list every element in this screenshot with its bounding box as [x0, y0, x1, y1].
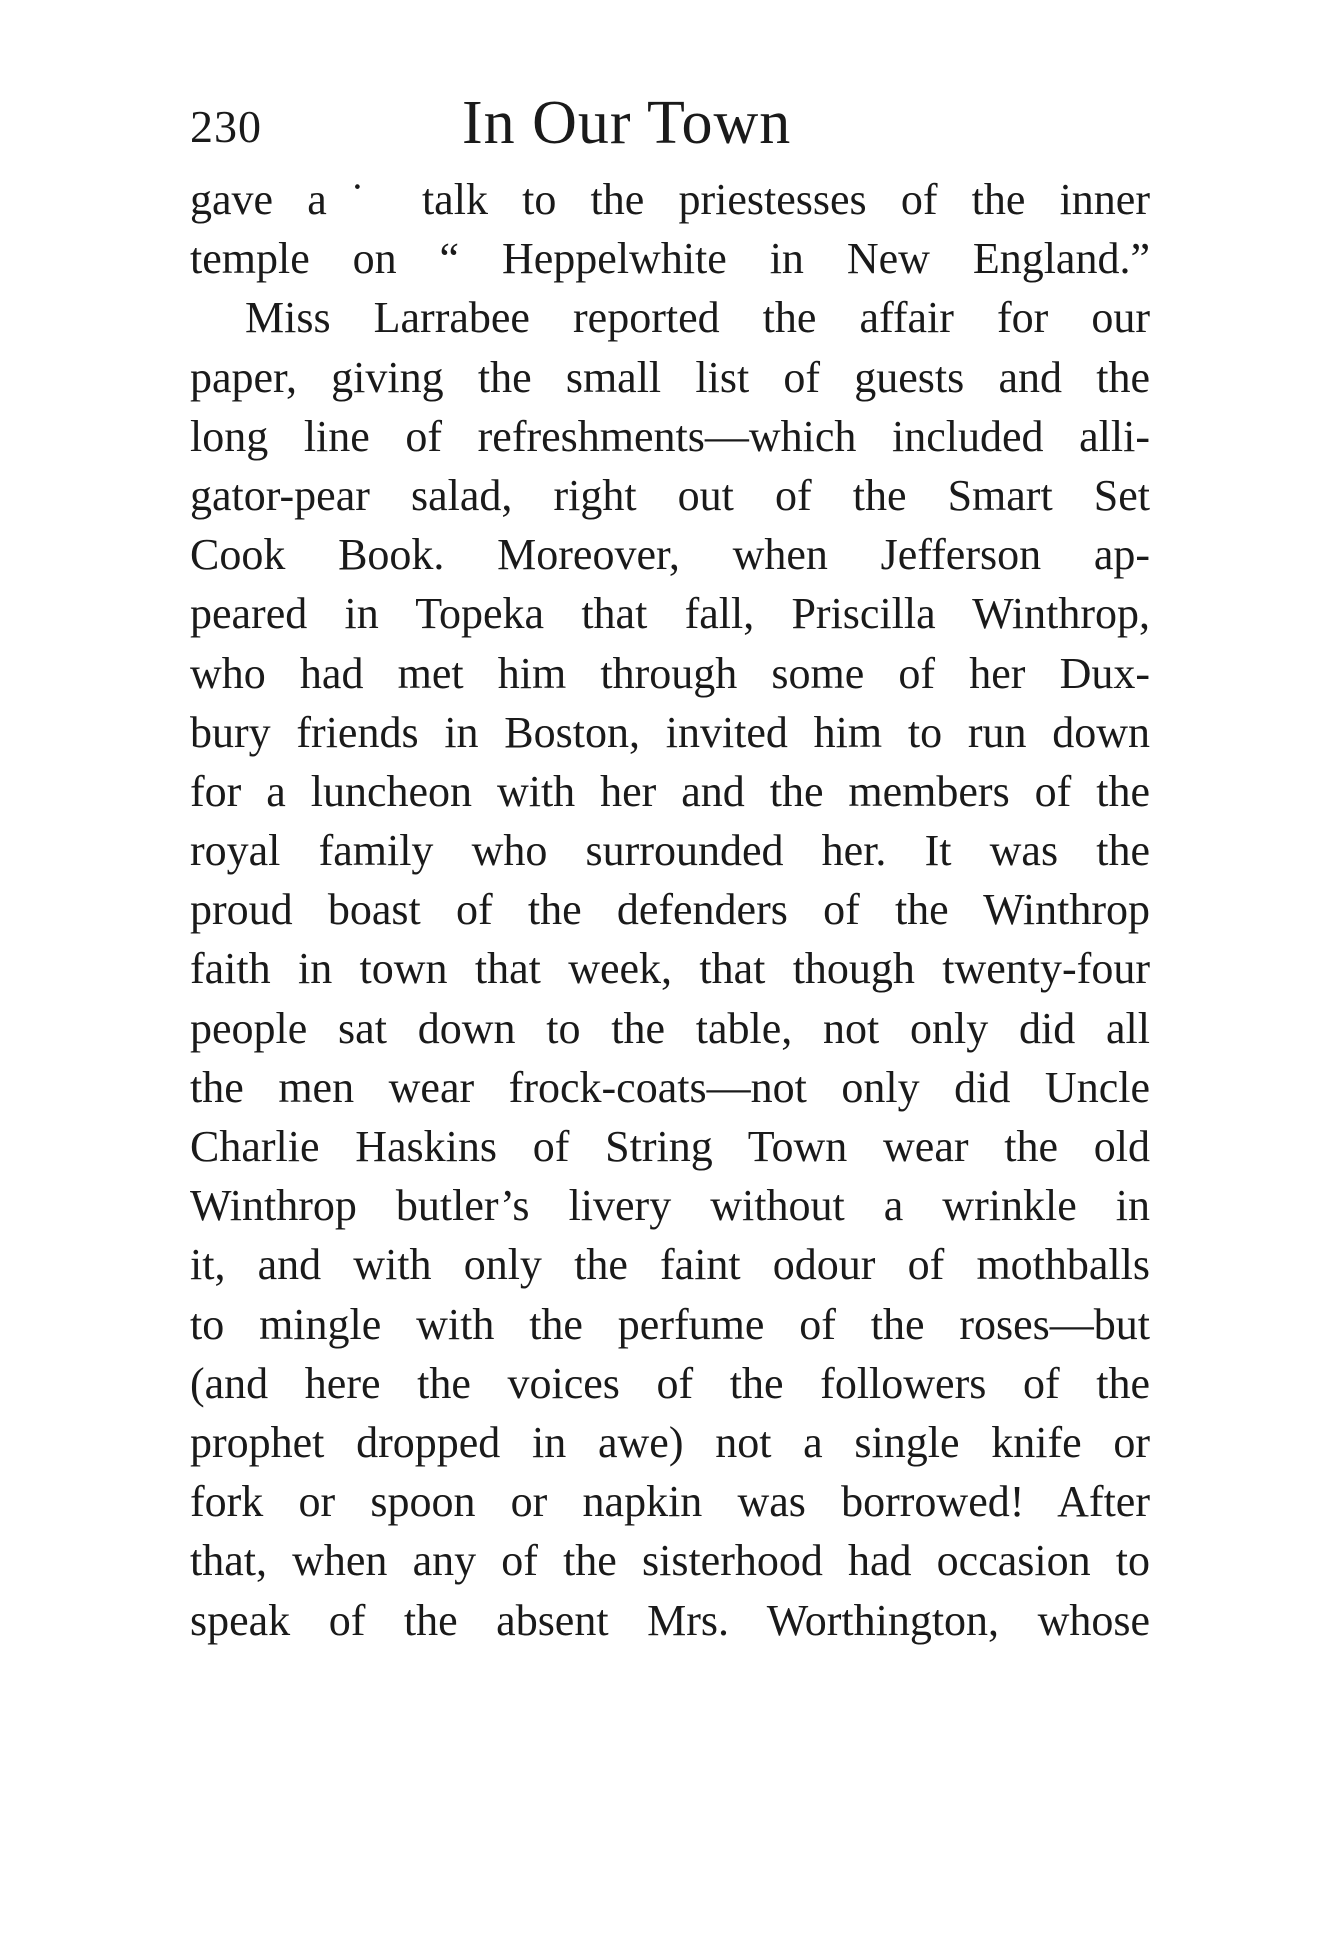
text-line: paper, giving the small list of guests and the: [190, 352, 1150, 402]
text-line: Miss Larrabee reported the affair for our: [245, 293, 1150, 343]
text-line: the men wear frock-coats—not only did Uncle: [190, 1062, 1150, 1112]
text-line: prophet dropped in awe) not a single knife or: [190, 1417, 1150, 1467]
text-line: (and here the voices of the followers of the: [190, 1358, 1150, 1408]
text-line: Winthrop butler’s livery without a wrinkle in: [190, 1181, 1150, 1231]
body-text: [190, 170, 1150, 1650]
text-line: Charlie Haskins of String Town wear the old: [190, 1122, 1150, 1171]
running-title: In Our Town: [462, 89, 792, 157]
text-line: gave a˙ talk to the priestesses of the inner: [190, 175, 1150, 224]
text-line: gator-pear salad, right out of the Smart Set: [190, 470, 1150, 520]
text-line: long line of refreshments—which included alli-: [190, 411, 1150, 461]
text-line: it, and with only the faint odour of mothballs: [190, 1240, 1150, 1290]
text-line: faith in town that week, that though twenty-four: [190, 944, 1150, 994]
text-line: bury friends in Boston, invited him to run down: [190, 707, 1150, 757]
page-number: 230: [190, 101, 262, 152]
text-line: to mingle with the perfume of the roses—but: [190, 1299, 1150, 1349]
text-line: who had met him through some of her Dux-: [190, 648, 1150, 698]
text-line: Cook Book. Moreover, when Jefferson ap-: [190, 530, 1150, 580]
text-line: speak of the absent Mrs. Worthington, whose: [190, 1595, 1150, 1645]
text-line: that, when any of the sisterhood had occasion to: [190, 1536, 1150, 1586]
text-line: people sat down to the table, not only did all: [190, 1003, 1150, 1053]
text-line: temple on “ Heppelwhite in New England.”: [190, 234, 1150, 284]
page-header: [190, 88, 1150, 158]
text-line: peared in Topeka that fall, Priscilla Winthrop,: [190, 589, 1150, 639]
text-line: for a luncheon with her and the members of the: [190, 766, 1150, 816]
text-line: fork or spoon or napkin was borrowed! After: [190, 1477, 1150, 1527]
text-line: proud boast of the defenders of the Winthrop: [190, 885, 1150, 935]
text-line: royal family who surrounded her. It was the: [190, 826, 1150, 876]
